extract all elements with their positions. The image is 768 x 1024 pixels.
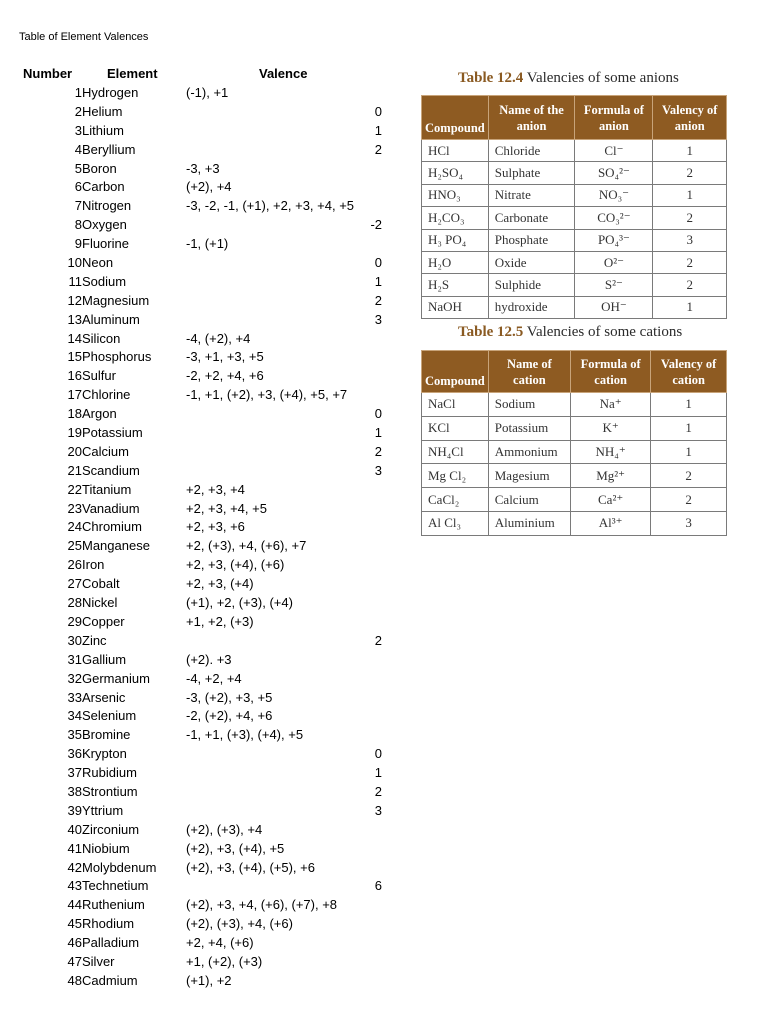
- element-number: 37: [67, 765, 82, 781]
- compound-cell: H₃ PO₄: [422, 229, 489, 251]
- compound-cell: HNO₃: [422, 184, 489, 206]
- element-oxidation-states: -1, (+1): [186, 236, 229, 252]
- valency-cell: 2: [653, 251, 727, 273]
- element-number: 32: [67, 670, 82, 686]
- element-number: 11: [68, 273, 82, 289]
- element-number: 15: [67, 349, 82, 365]
- table-row: [0, 972, 400, 991]
- element-number: 10: [67, 255, 82, 271]
- element-name: Argon: [82, 406, 117, 422]
- element-main-valence: 1: [374, 273, 382, 289]
- name-cell: Calcium: [488, 488, 570, 512]
- element-name: Iron: [82, 557, 105, 573]
- element-main-valence: 0: [374, 406, 382, 422]
- element-number: 12: [67, 292, 82, 308]
- element-name: Sodium: [82, 273, 127, 289]
- table-row: [0, 821, 400, 840]
- element-name: Helium: [82, 103, 123, 119]
- element-name: Carbon: [82, 179, 125, 195]
- element-name: Bromine: [82, 727, 131, 743]
- element-number: 28: [67, 595, 82, 611]
- element-number: 45: [67, 916, 82, 932]
- table-row: [0, 405, 400, 424]
- anions-header-name: Name of the anion: [488, 96, 575, 140]
- element-oxidation-states: +1, +2, (+3): [186, 613, 254, 629]
- table-row: [0, 367, 400, 386]
- table-row: [0, 537, 400, 556]
- anions-header-row: [422, 96, 727, 140]
- cations-caption-text: Valencies of some cations: [526, 324, 683, 340]
- element-name: Potassium: [82, 425, 143, 441]
- table-row: [0, 254, 400, 273]
- element-name: Sulfur: [82, 368, 116, 384]
- element-oxidation-states: -2, (+2), +4, +6: [186, 708, 273, 724]
- element-number: 33: [67, 689, 82, 705]
- name-cell: Sulphide: [488, 274, 575, 296]
- table-row: [0, 934, 400, 953]
- element-name: Niobium: [82, 840, 130, 856]
- compound-cell: NaCl: [422, 393, 489, 417]
- anions-caption-text: Valencies of some anions: [526, 70, 679, 86]
- formula-cell: Na⁺: [570, 393, 650, 417]
- table-row: [422, 416, 727, 440]
- element-number: 46: [67, 935, 82, 951]
- table-row: [0, 632, 400, 651]
- element-oxidation-states: +2, +3, (+4): [186, 576, 254, 592]
- formula-cell: Ca²⁺: [570, 488, 650, 512]
- table-row: [422, 140, 727, 162]
- table-row: [0, 84, 400, 103]
- element-oxidation-states: -3, -2, -1, (+1), +2, +3, +4, +5: [186, 198, 355, 214]
- element-number: 29: [67, 613, 82, 629]
- element-oxidation-states: (+2), (+3), +4: [186, 821, 263, 837]
- element-oxidation-states: +2, +3, +4: [186, 481, 245, 497]
- element-main-valence: 6: [374, 878, 382, 894]
- element-main-valence: 2: [374, 141, 382, 157]
- valency-cell: 1: [651, 393, 727, 417]
- table-row: [0, 122, 400, 141]
- element-name: Aluminum: [82, 311, 140, 327]
- table-row: [422, 229, 727, 251]
- valency-cell: 2: [653, 162, 727, 184]
- element-oxidation-states: (+2), +4: [186, 179, 232, 195]
- formula-cell: Al³⁺: [570, 511, 650, 535]
- table-row: [0, 689, 400, 708]
- table-row: [0, 235, 400, 254]
- element-oxidation-states: (+1), +2: [186, 972, 232, 988]
- header-valence: Valence: [259, 66, 308, 81]
- table-row: [0, 481, 400, 500]
- formula-cell: NH₄⁺: [570, 440, 650, 464]
- element-name: Phosphorus: [82, 349, 152, 365]
- anions-header-valency: Valency of anion: [653, 96, 727, 140]
- table-row: [0, 462, 400, 481]
- element-oxidation-states: -4, (+2), +4: [186, 330, 251, 346]
- compound-cell: CaCl₂: [422, 488, 489, 512]
- name-cell: Oxide: [488, 251, 575, 273]
- element-number: 3: [74, 122, 82, 138]
- element-oxidation-states: -1, +1, (+3), (+4), +5: [186, 727, 304, 743]
- name-cell: Nitrate: [488, 184, 575, 206]
- name-cell: Magesium: [488, 464, 570, 488]
- name-cell: hydroxide: [488, 296, 575, 318]
- table-row: [0, 594, 400, 613]
- name-cell: Carbonate: [488, 207, 575, 229]
- name-cell: Chloride: [488, 140, 575, 162]
- element-oxidation-states: +2, (+3), +4, (+6), +7: [186, 538, 307, 554]
- element-number: 6: [74, 179, 82, 195]
- element-oxidation-states: -3, (+2), +3, +5: [186, 689, 273, 705]
- valency-cell: 1: [653, 184, 727, 206]
- table-row: [0, 556, 400, 575]
- table-row: [0, 896, 400, 915]
- table-row: [0, 651, 400, 670]
- element-oxidation-states: -4, +2, +4: [186, 670, 242, 686]
- document-title: Table of Element Valences: [19, 31, 149, 43]
- element-oxidation-states: -1, +1, (+2), +3, (+4), +5, +7: [186, 387, 348, 403]
- element-oxidation-states: (+2), +3, (+4), +5: [186, 840, 285, 856]
- element-name: Rubidium: [82, 765, 137, 781]
- element-main-valence: 2: [374, 292, 382, 308]
- element-main-valence: 0: [374, 103, 382, 119]
- cations-header-valency: Valency of cation: [651, 351, 727, 393]
- element-main-valence: 0: [374, 746, 382, 762]
- element-name: Cadmium: [82, 972, 138, 988]
- element-oxidation-states: (+2), (+3), +4, (+6): [186, 916, 293, 932]
- table-row: [0, 670, 400, 689]
- element-name: Germanium: [82, 670, 150, 686]
- formula-cell: OH⁻: [575, 296, 653, 318]
- compound-cell: H₂S: [422, 274, 489, 296]
- table-row: [0, 613, 400, 632]
- table-row: [422, 296, 727, 318]
- cations-header-row: [422, 351, 727, 393]
- element-number: 22: [67, 481, 82, 497]
- valency-cell: 1: [653, 296, 727, 318]
- table-row: [0, 311, 400, 330]
- table-row: [0, 783, 400, 802]
- cations-table: [421, 350, 727, 536]
- element-number: 16: [67, 368, 82, 384]
- table-row: [0, 178, 400, 197]
- element-name: Rhodium: [82, 916, 135, 932]
- name-cell: Ammonium: [488, 440, 570, 464]
- element-number: 36: [67, 746, 82, 762]
- name-cell: Sulphate: [488, 162, 575, 184]
- formula-cell: K⁺: [570, 416, 650, 440]
- table-row: [0, 518, 400, 537]
- element-number: 13: [67, 311, 82, 327]
- table-row: [422, 251, 727, 273]
- compound-cell: H₂CO₃: [422, 207, 489, 229]
- name-cell: Aluminium: [488, 511, 570, 535]
- compound-cell: KCl: [422, 416, 489, 440]
- element-name: Beryllium: [82, 141, 136, 157]
- element-number: 8: [74, 217, 82, 233]
- anions-table-caption: [458, 70, 679, 87]
- element-oxidation-states: +2, +3, +6: [186, 519, 245, 535]
- cations-header-compound: Compound: [422, 351, 489, 393]
- element-name: Krypton: [82, 746, 127, 762]
- element-number: 41: [67, 840, 82, 856]
- table-row: [0, 443, 400, 462]
- element-name: Calcium: [82, 443, 129, 459]
- table-row: [0, 859, 400, 878]
- element-name: Technetium: [82, 878, 149, 894]
- element-main-valence: 2: [374, 783, 382, 799]
- element-name: Oxygen: [82, 217, 127, 233]
- cations-header-formula: Formula of cation: [570, 351, 650, 393]
- element-oxidation-states: (+1), +2, (+3), (+4): [186, 595, 293, 611]
- element-number: 42: [67, 859, 82, 875]
- element-name: Scandium: [82, 462, 140, 478]
- element-number: 17: [67, 387, 82, 403]
- table-row: [422, 488, 727, 512]
- element-name: Chlorine: [82, 387, 131, 403]
- anions-caption-number: Table 12.4: [458, 70, 524, 86]
- element-number: 25: [67, 538, 82, 554]
- table-row: [0, 141, 400, 160]
- element-main-valence: 3: [374, 802, 382, 818]
- valency-cell: 2: [653, 207, 727, 229]
- table-row: [0, 745, 400, 764]
- element-number: 48: [67, 972, 82, 988]
- table-row: [0, 915, 400, 934]
- element-name: Strontium: [82, 783, 138, 799]
- table-row: [0, 216, 400, 235]
- element-oxidation-states: (+2), +3, +4, (+6), (+7), +8: [186, 897, 338, 913]
- element-name: Cobalt: [82, 576, 120, 592]
- compound-cell: Al Cl₃: [422, 511, 489, 535]
- element-number: 43: [67, 878, 82, 894]
- element-number: 24: [67, 519, 82, 535]
- element-main-valence: -2: [370, 217, 382, 233]
- element-oxidation-states: +1, (+2), (+3): [186, 953, 263, 969]
- table-row: [422, 184, 727, 206]
- element-name: Copper: [82, 613, 125, 629]
- compound-cell: NaOH: [422, 296, 489, 318]
- element-name: Zinc: [82, 632, 107, 648]
- valency-cell: 2: [653, 274, 727, 296]
- table-row: [0, 707, 400, 726]
- element-main-valence: 2: [374, 632, 382, 648]
- element-oxidation-states: -3, +1, +3, +5: [186, 349, 264, 365]
- table-row: [0, 953, 400, 972]
- element-main-valence: 0: [374, 255, 382, 271]
- valency-cell: 3: [653, 229, 727, 251]
- element-name: Nitrogen: [82, 198, 132, 214]
- cations-header-name: Name of cation: [488, 351, 570, 393]
- element-name: Chromium: [82, 519, 142, 535]
- table-row: [0, 726, 400, 745]
- formula-cell: CO₃²⁻: [575, 207, 653, 229]
- valency-cell: 2: [651, 488, 727, 512]
- valency-cell: 1: [651, 416, 727, 440]
- valency-cell: 3: [651, 511, 727, 535]
- table-row: [422, 393, 727, 417]
- element-oxidation-states: +2, +3, (+4), (+6): [186, 557, 285, 573]
- table-row: [422, 464, 727, 488]
- element-oxidation-states: (+2). +3: [186, 651, 232, 667]
- element-name: Zirconium: [82, 821, 140, 837]
- anions-table: [421, 95, 727, 319]
- cations-caption-number: Table 12.5: [458, 324, 524, 340]
- compound-cell: H₂SO₄: [422, 162, 489, 184]
- header-number: Number: [23, 66, 73, 81]
- compound-cell: NH₄Cl: [422, 440, 489, 464]
- compound-cell: HCl: [422, 140, 489, 162]
- element-main-valence: 3: [374, 462, 382, 478]
- element-main-valence: 1: [374, 122, 382, 138]
- element-name: Boron: [82, 160, 117, 176]
- table-row: [0, 424, 400, 443]
- table-row: [0, 103, 400, 122]
- element-name: Magnesium: [82, 292, 150, 308]
- element-number: 31: [67, 651, 82, 667]
- compound-cell: H₂O: [422, 251, 489, 273]
- element-number: 27: [67, 576, 82, 592]
- element-name: Yttrium: [82, 802, 124, 818]
- formula-cell: O²⁻: [575, 251, 653, 273]
- element-number: 5: [74, 160, 82, 176]
- element-number: 40: [67, 821, 82, 837]
- element-number: 1: [74, 85, 82, 100]
- name-cell: Phosphate: [488, 229, 575, 251]
- element-name: Fluorine: [82, 236, 129, 252]
- valency-cell: 2: [651, 464, 727, 488]
- element-number: 20: [67, 443, 82, 459]
- element-number: 34: [67, 708, 82, 724]
- table-row: [0, 386, 400, 405]
- element-name: Vanadium: [82, 500, 140, 516]
- table-row: [422, 511, 727, 535]
- element-name: Hydrogen: [82, 85, 139, 100]
- element-name: Neon: [82, 255, 114, 271]
- anions-header-compound: Compound: [422, 96, 489, 140]
- name-cell: Potassium: [488, 416, 570, 440]
- table-row: [0, 764, 400, 783]
- element-name: Palladium: [82, 935, 140, 951]
- table-row: [0, 802, 400, 821]
- table-row: [422, 207, 727, 229]
- element-number: 19: [67, 425, 82, 441]
- compound-cell: Mg Cl₂: [422, 464, 489, 488]
- element-number: 4: [74, 141, 82, 157]
- table-row: [0, 575, 400, 594]
- element-number: 14: [67, 330, 82, 346]
- table-row: [0, 292, 400, 311]
- table-row: [0, 877, 400, 896]
- element-number: 9: [74, 236, 82, 252]
- table-row: [0, 348, 400, 367]
- element-oxidation-states: +2, +3, +4, +5: [186, 500, 267, 516]
- element-number: 2: [74, 103, 82, 119]
- table-row: [422, 274, 727, 296]
- element-main-valence: 1: [374, 425, 382, 441]
- element-number: 44: [67, 897, 82, 913]
- table-row: [0, 160, 400, 179]
- valency-cell: 1: [651, 440, 727, 464]
- element-number: 30: [67, 632, 82, 648]
- element-name: Gallium: [82, 651, 127, 667]
- element-number: 26: [67, 557, 82, 573]
- name-cell: Sodium: [488, 393, 570, 417]
- element-name: Titanium: [82, 481, 132, 497]
- element-oxidation-states: +2, +4, (+6): [186, 935, 254, 951]
- element-number: 18: [67, 406, 82, 422]
- formula-cell: PO₄³⁻: [575, 229, 653, 251]
- table-row: [0, 273, 400, 292]
- formula-cell: NO₃⁻: [575, 184, 653, 206]
- element-name: Nickel: [82, 595, 118, 611]
- formula-cell: S²⁻: [575, 274, 653, 296]
- element-number: 23: [67, 500, 82, 516]
- element-number: 39: [67, 802, 82, 818]
- valency-cell: 1: [653, 140, 727, 162]
- table-row: [422, 162, 727, 184]
- header-element: Element: [107, 66, 158, 81]
- valence-table-header: [0, 66, 400, 84]
- element-main-valence: 3: [374, 311, 382, 327]
- anions-header-formula: Formula of anion: [575, 96, 653, 140]
- formula-cell: SO₄²⁻: [575, 162, 653, 184]
- element-number: 21: [67, 462, 82, 478]
- element-main-valence: 2: [374, 443, 382, 459]
- table-row: [0, 840, 400, 859]
- table-row: [0, 197, 400, 216]
- valence-table-body: [0, 84, 400, 991]
- element-name: Lithium: [82, 122, 124, 138]
- element-name: Ruthenium: [82, 897, 145, 913]
- element-number: 38: [67, 783, 82, 799]
- table-row: [0, 500, 400, 519]
- element-name: Silicon: [82, 330, 121, 346]
- formula-cell: Cl⁻: [575, 140, 653, 162]
- element-oxidation-states: -2, +2, +4, +6: [186, 368, 264, 384]
- element-oxidation-states: (-1), +1: [186, 85, 229, 100]
- table-row: [0, 330, 400, 349]
- element-name: Silver: [82, 953, 115, 969]
- element-number: 47: [67, 953, 82, 969]
- element-name: Manganese: [82, 538, 150, 554]
- element-name: Arsenic: [82, 689, 126, 705]
- element-name: Selenium: [82, 708, 137, 724]
- table-row: [422, 440, 727, 464]
- element-number: 7: [74, 198, 82, 214]
- element-oxidation-states: (+2), +3, (+4), (+5), +6: [186, 859, 315, 875]
- cations-table-caption: [458, 324, 682, 341]
- element-main-valence: 1: [374, 765, 382, 781]
- formula-cell: Mg²⁺: [570, 464, 650, 488]
- element-name: Molybdenum: [82, 859, 157, 875]
- element-oxidation-states: -3, +3: [186, 160, 220, 176]
- element-number: 35: [67, 727, 82, 743]
